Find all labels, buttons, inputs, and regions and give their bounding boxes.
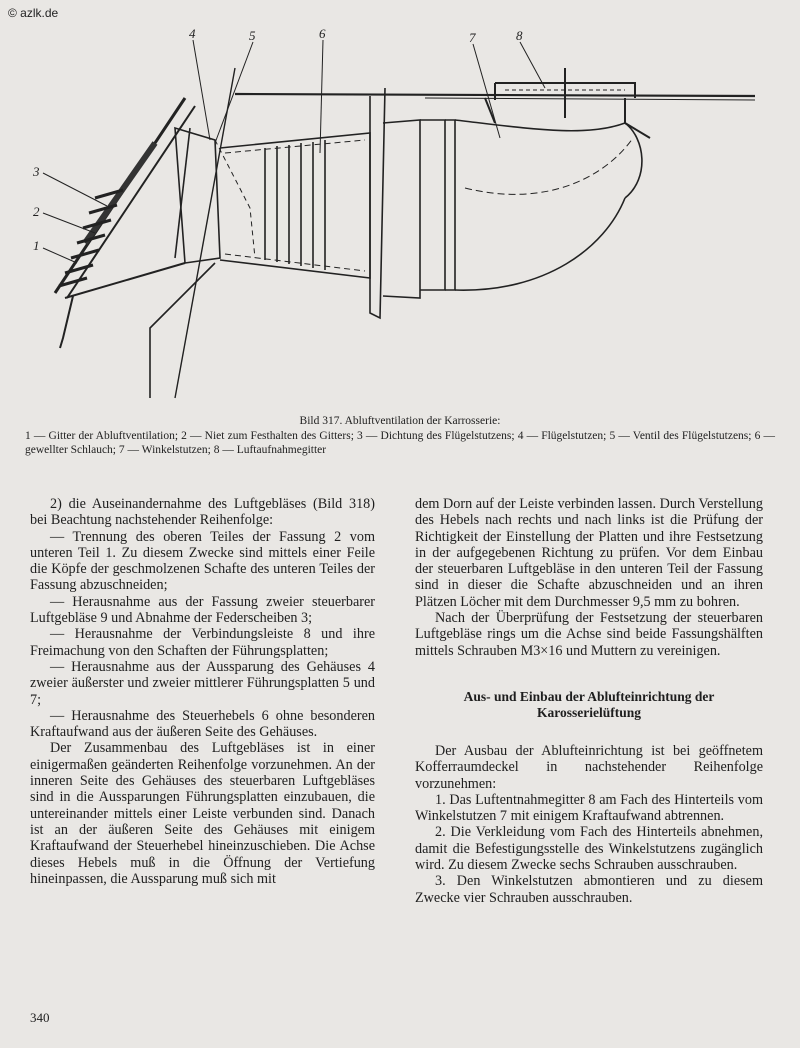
left-column — [30, 496, 375, 887]
paragraph: dem Dorn auf der Leiste verbinden lassen. Durch Verstellung des Hebels nach rechts und nach links ist die Prüfung der Richtigkeit der Einstellung der Platten und ihre Festsetzung in der aufgegebenen Richtung zu prüfen. Vor dem Einbau der steuerbaren Luftgebläse in den unteren Teil der Fassung sind in dieser die Schafte abzuschneiden und an ihren Plätzen Löcher mit dem Durchmesser 9,5 mm zu bohren. — [415, 496, 763, 610]
figure-label-1: 1 — [33, 238, 40, 253]
list-item: 1. Das Luftentnahmegitter 8 am Fach des Hinterteils vom Winkelstutzen 7 mit einigem Kraftaufwand abtrennen. — [415, 791, 763, 825]
ventilation-diagram — [25, 28, 775, 408]
caption-legend: 1 — Gitter der Abluftventilation; 2 — Niet zum Festhalten des Gitters; 3 — Dichtung des Flügelstutzens; 4 — Flügelstutzen; 5 — Ventil des Flügelstutzens; 6 — gewellter Schlauch; 7 — Winkelstutzen; 8 — Luftaufnahmegitter — [25, 429, 775, 456]
figure-label-6: 6 — [319, 28, 326, 41]
watermark: © azlk.de — [8, 6, 59, 20]
paragraph: Der Ausbau der Ablufteinrichtung ist bei geöffnetem Kofferraumdeckel in nachstehender Reihenfolge vorzunehmen: — [415, 742, 763, 792]
section-heading: Aus- und Einbau der Ablufteinrichtung der Karosserielüftung — [463, 688, 715, 720]
paragraph: Nach der Überprüfung der Festsetzung der steuerbaren Luftgebläse rings um die Achse sind beide Fassungshälften mittels Schrauben M3×16 und Muttern zu vereinigen. — [415, 610, 763, 659]
figure-label-5: 5 — [249, 28, 256, 43]
paragraph: Der Zusammenbau des Luftgebläses ist in einer einigermaßen geänderten Reihenfolge vorzunehmen. An der inneren Seite des Gehäuses des steuerbaren Luftgebläses sind in die Aussparungen Führungsplatten einzubauen, die untereinander mittels einer Leiste verbunden sind. Danach ist an der äußeren Seite des Gehäuses mit einigem Kraftaufwand der Steuerhebel hineinzuschieben. Die Achse dieses Hebels muß in die Öffnung der Vertiefung hineinpassen, die Aussparung muß sich mit — [30, 740, 375, 887]
figure-label-7: 7 — [469, 30, 476, 45]
figure-label-8: 8 — [516, 28, 523, 43]
figure-label-2: 2 — [33, 204, 40, 219]
paragraph: 2) die Auseinandernahme des Luftgebläses (Bild 318) bei Beachtung nachstehender Reihenfolge: — [30, 496, 375, 529]
figure-label-4: 4 — [189, 28, 196, 41]
page-number: 340 — [30, 1010, 50, 1025]
list-item: — Herausnahme des Steuerhebels 6 ohne besonderen Kraftaufwand aus der äußeren Seite des Gehäuses. — [30, 707, 375, 741]
list-item: — Herausnahme aus der Fassung zweier steuerbarer Luftgebläse 9 und Abnahme der Federscheiben 3; — [30, 593, 375, 627]
right-column — [415, 496, 763, 906]
list-item: — Herausnahme aus der Aussparung des Gehäuses 4 zweier äußerster und zweier mittlerer Führungsplatten 5 und 7; — [30, 658, 375, 708]
list-item: — Herausnahme der Verbindungsleiste 8 und ihre Freimachung von den Schaften der Führungsplatten; — [30, 626, 375, 659]
list-item: 3. Den Winkelstutzen abmontieren und zu diesem Zwecke vier Schrauben ausschrauben. — [415, 873, 763, 906]
caption-title: Bild 317. Abluftventilation der Karrosserie: — [299, 415, 501, 427]
figure-caption — [25, 414, 775, 458]
list-item: — Trennung des oberen Teiles der Fassung 2 vom unteren Teil 1. Zu diesem Zwecke sind mittels einer Feile die Köpfe der geschmolzenen Schafte des unteren Teiles der Fassung abzuschneiden; — [30, 528, 375, 594]
figure-label-3: 3 — [33, 164, 40, 179]
list-item: 2. Die Verkleidung vom Fach des Hinterteils abnehmen, damit die Befestigungsstelle des Winkelstutzens zugänglich wird. Zu diesem Zwecke sechs Schrauben ausschrauben. — [415, 824, 763, 874]
